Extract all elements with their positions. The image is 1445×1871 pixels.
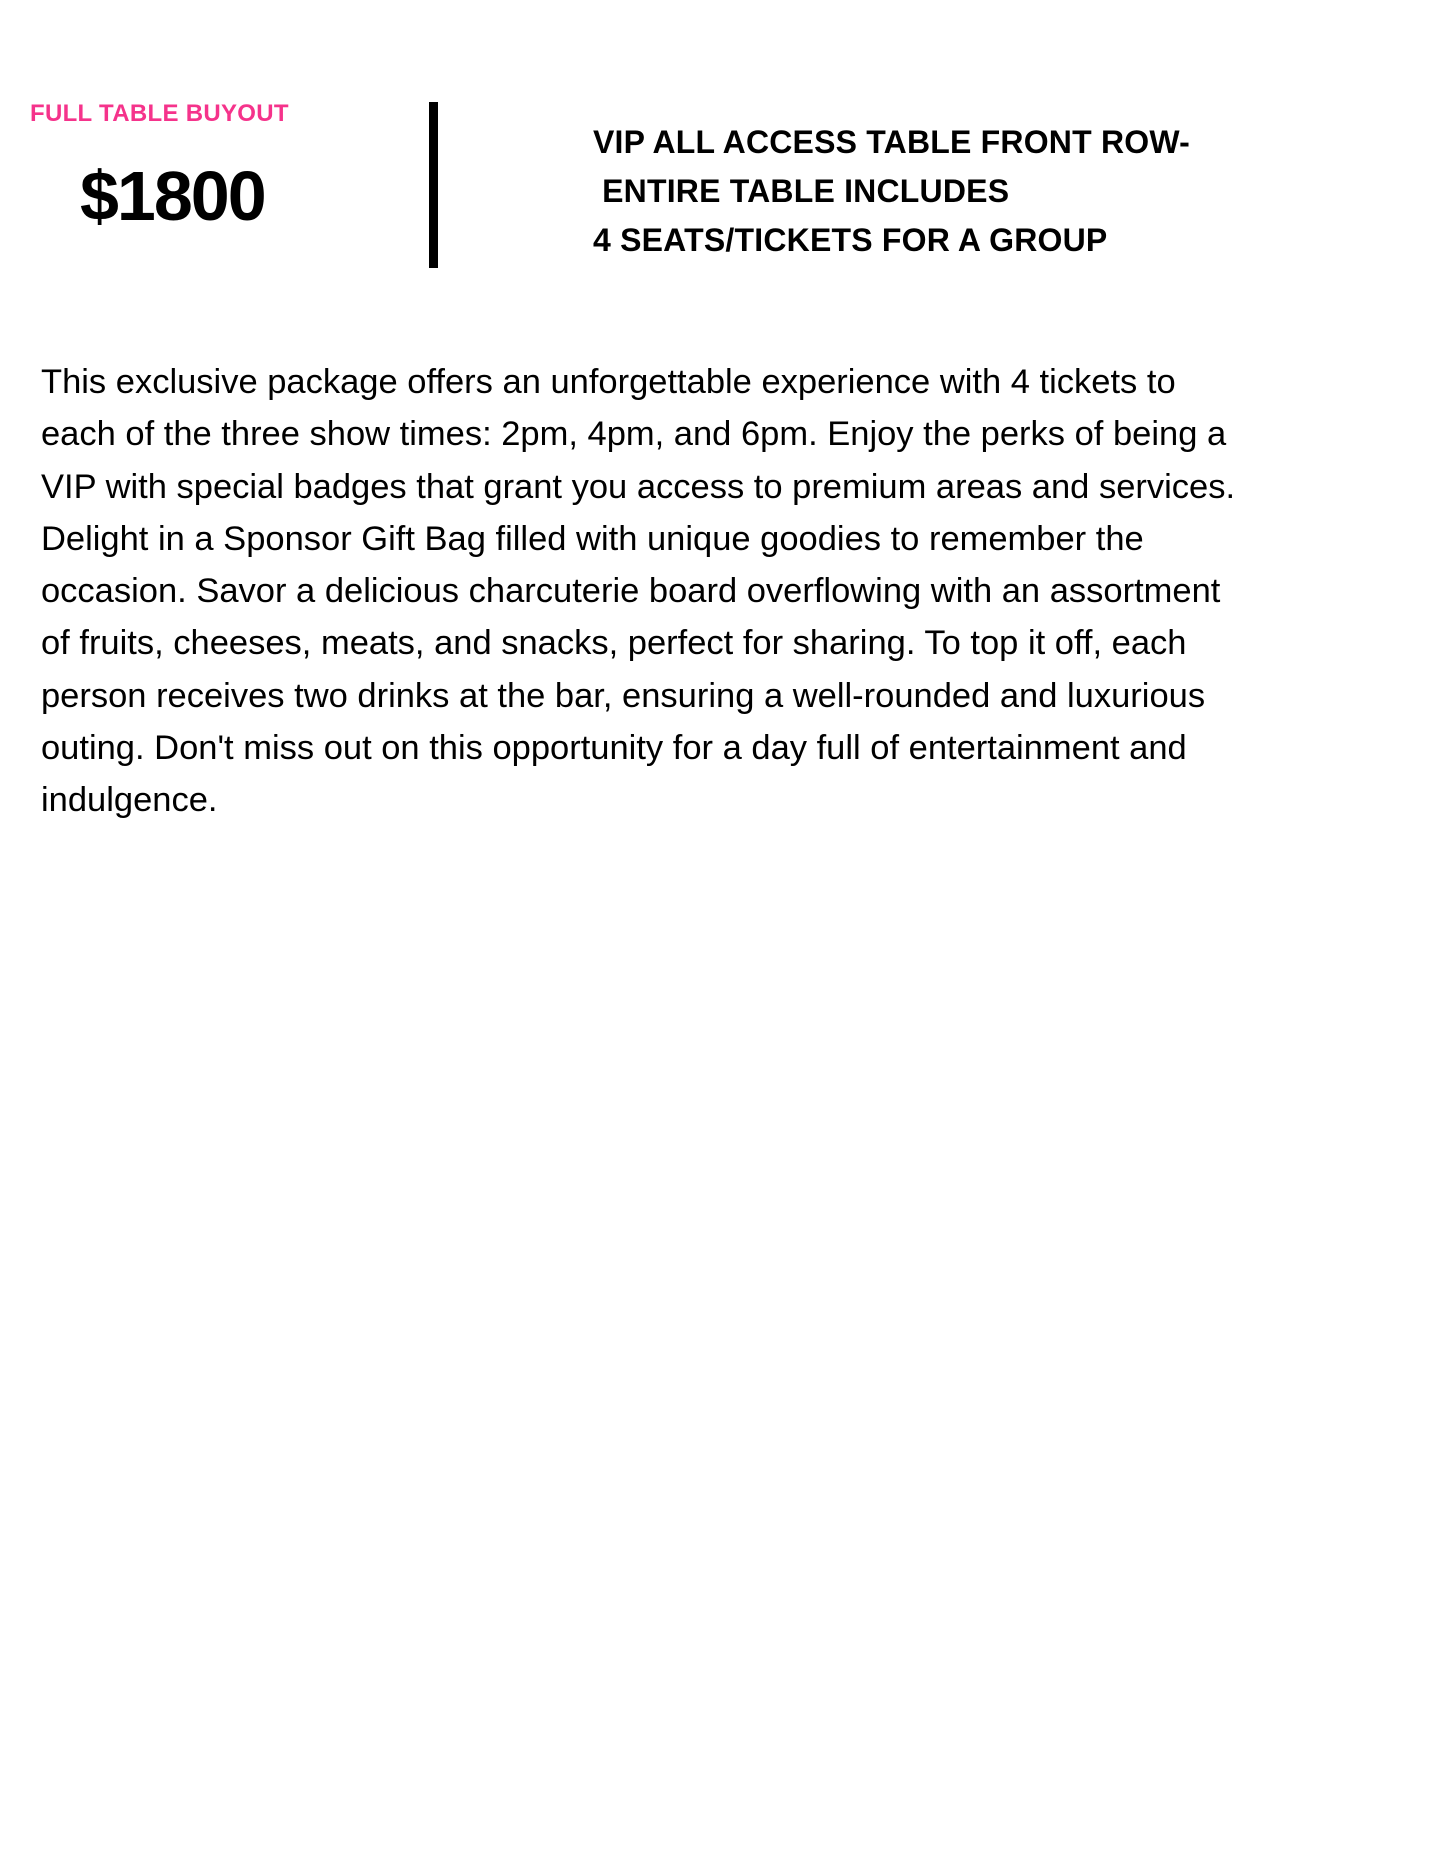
description-line: Delight in a Sponsor Gift Bag filled with unique goodies to remember the — [41, 519, 1144, 558]
package-title-line: 4 SEATS/TICKETS FOR A GROUP — [593, 222, 1108, 258]
description-line: outing. Don't miss out on this opportunity for a day full of entertainment and — [41, 729, 1187, 768]
description-line: person receives two drinks at the bar, ensuring a well-rounded and luxurious — [41, 676, 1206, 715]
description-line: each of the three show times: 2pm, 4pm, and 6pm. Enjoy the perks of being a — [41, 415, 1227, 454]
package-title — [593, 118, 1190, 265]
package-title-line: VIP ALL ACCESS TABLE FRONT ROW- — [593, 124, 1190, 160]
description-line: VIP with special badges that grant you access to premium areas and services. — [41, 467, 1236, 506]
package-title-line: ENTIRE TABLE INCLUDES — [593, 173, 1010, 209]
description-line: This exclusive package offers an unforgettable experience with 4 tickets to — [41, 363, 1176, 401]
description-line: occasion. Savor a delicious charcuterie board overflowing with an assortment — [41, 572, 1221, 611]
vertical-divider — [429, 102, 438, 268]
description-line: of fruits, cheeses, meats, and snacks, perfect for sharing. To top it off, each — [41, 624, 1187, 663]
package-description — [41, 356, 1235, 827]
description-line: indulgence. — [41, 781, 218, 820]
buyout-label: FULL TABLE BUYOUT — [30, 100, 289, 127]
price: $1800 — [80, 157, 265, 235]
